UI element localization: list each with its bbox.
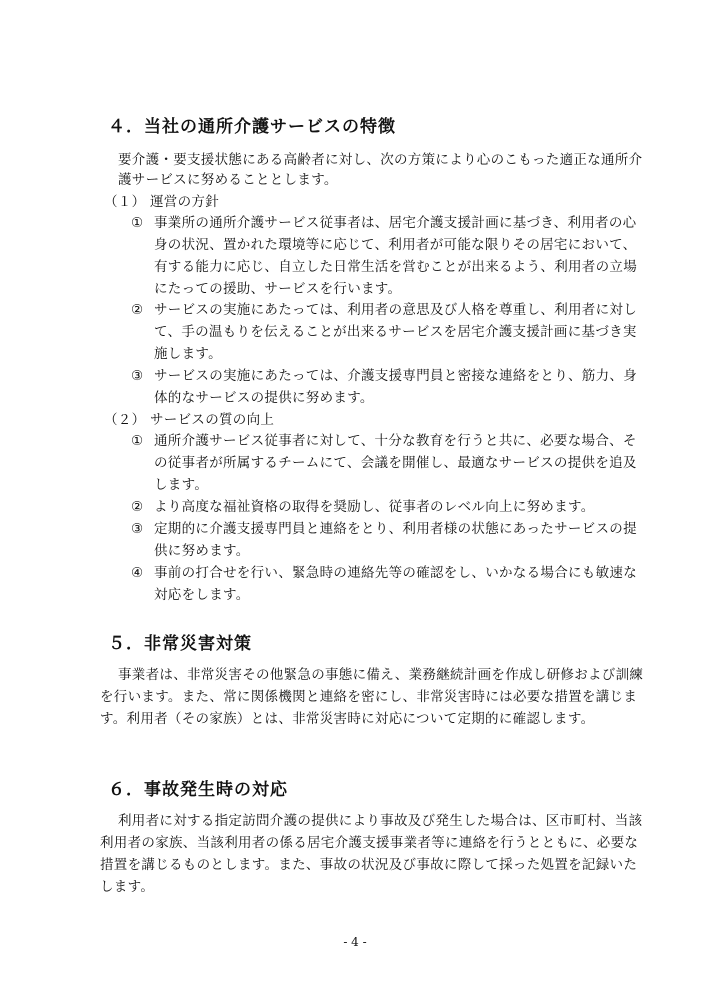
sub2-item2-line-1: より高度な福祉資格の取得を奨励し、従事者のレベル向上に努めます。 (154, 499, 595, 515)
sub2-item3-line-2: 供に努めます。 (154, 543, 250, 559)
section-4-title: ４．当社の通所介護サービスの特徴 (108, 117, 396, 137)
section-6-title: ６．事故発生時の対応 (108, 780, 288, 800)
sub2-item1-line-2: の従事者が所属するチームにて、会議を開催し、最適なサービスの提供を追及 (154, 455, 637, 471)
sub1-item1-line-3: 有する能力に応じ、自立した日常生活を営むことが出来るよう、利用者の立場 (154, 259, 637, 275)
sec6-line-2: 利用者の家族、当該利用者の係る居宅介護支援事業者等に連絡を行うとともに、必要な (100, 835, 639, 851)
sub1-item3-num: ③ (131, 368, 144, 384)
sub1-item1-line-2: 身の状況、置かれた環境等に応じて、利用者が可能な限りその居宅において、 (154, 237, 637, 253)
sub1-item1-line-1: 事業所の通所介護サービス従事者は、居宅介護支援計画に基づき、利用者の心 (154, 215, 637, 231)
sub1-item2-line-1: サービスの実施にあたっては、利用者の意思及び人格を尊重し、利用者に対し (154, 302, 637, 318)
sub2-item2-num: ② (131, 499, 144, 515)
page-number: - 4 - (343, 935, 367, 949)
sub1-item2-num: ② (131, 302, 144, 318)
sub1-item3-line-2: 体的なサービスの提供に努めます。 (154, 390, 374, 406)
sec6-line-3: 措置を講じるものとします。また、事故の状況及び事故に際して採った処置を記録いた (100, 857, 638, 873)
sub2-item1-num: ① (131, 433, 144, 449)
sub2-heading: （２） サービスの質の向上 (104, 412, 275, 428)
sub2-item4-line-1: 事前の打合せを行い、緊急時の連絡先等の確認をし、いかなる場合にも敏速な (154, 565, 637, 581)
sub2-item4-line-2: 対応をします。 (154, 587, 250, 603)
sub1-item1-line-4: にたっての援助、サービスを行います。 (154, 281, 402, 297)
sub2-item3-num: ③ (131, 521, 144, 537)
sub1-item2-line-2: て、手の温もりを伝えることが出来るサービスを居宅介護支援計画に基づき実 (154, 324, 637, 340)
sub2-item1-line-1: 通所介護サービス従事者に対して、十分な教育を行うと共に、必要な場合、そ (154, 433, 637, 449)
sub2-item4-num: ④ (131, 565, 144, 581)
sub1-item3-line-1: サービスの実施にあたっては、介護支援専門員と密接な連絡をとり、筋力、身 (154, 368, 637, 384)
sec4-intro-line-1: 要介護・要支援状態にある高齢者に対し、次の方策により心のこもった適正な通所介 (118, 152, 643, 168)
sub2-item3-line-1: 定期的に介護支援専門員と連絡をとり、利用者様の状態にあったサービスの提 (154, 521, 637, 537)
sub1-heading: （１） 運営の方針 (104, 194, 219, 210)
sec6-line-1: 利用者に対する指定訪問介護の提供により事故及び発生した場合は、区市町村、当該 (118, 813, 643, 829)
sub1-item2-line-3: 施します。 (154, 346, 222, 362)
sec6-line-4: します。 (100, 879, 155, 895)
sub1-item1-num: ① (131, 215, 144, 231)
sub2-item1-line-3: します。 (154, 477, 209, 493)
section-5-title: ５．非常災害対策 (108, 634, 252, 654)
sec5-line-2: を行います。また、常に関係機関と連絡を密にし、非常災害時には必要な措置を講じま (100, 689, 638, 705)
sec5-line-1: 事業者は、非常災害その他緊急の事態に備え、業務継続計画を作成し研修および訓練 (118, 667, 644, 683)
sec5-line-3: す。利用者（その家族）とは、非常災害時に対応について定期的に確認します。 (100, 711, 595, 727)
sec4-intro-line-2: 護サービスに努めることとします。 (118, 172, 338, 188)
